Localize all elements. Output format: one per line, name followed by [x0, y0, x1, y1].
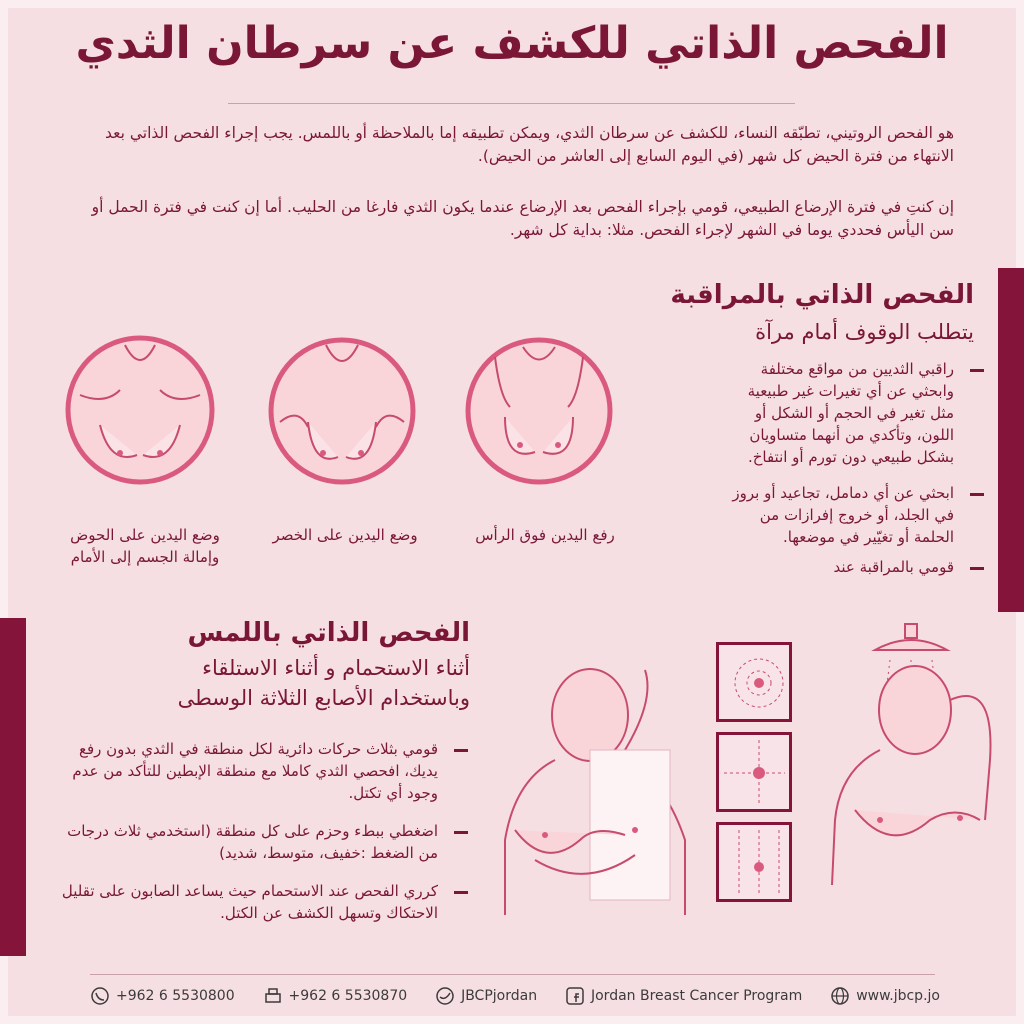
touch-bullet-3: كرري الفحص عند الاستحمام حيث يساعد الصابون على تقليل الاحتكاك وتسهل الكشف عن الكتل. — [61, 882, 438, 922]
facebook-icon — [565, 986, 585, 1006]
twitter-icon — [435, 986, 455, 1006]
footer-phone[interactable] — [90, 986, 235, 1006]
caption-hands-above-head: رفع اليدين فوق الرأس — [475, 526, 615, 544]
observation-subheading: يتطلب الوقوف أمام مرآة — [755, 320, 974, 344]
circular-pattern-diagram — [716, 642, 792, 722]
touch-subheading-2: وباستخدام الأصابع الثلاثة الوسطى — [177, 686, 470, 710]
lying-exam-illustration — [495, 660, 700, 930]
footer-website-text: www.jbcp.jo — [856, 988, 940, 1004]
footer-facebook[interactable] — [565, 986, 802, 1006]
footer-website[interactable] — [830, 986, 940, 1006]
footer-fax[interactable] — [263, 986, 408, 1006]
accent-bar-right — [998, 268, 1024, 612]
caption-hands-on-hips-lean: وضع اليدين على الحوض وإمالة الجسم إلى الأمام — [70, 526, 220, 566]
intro-paragraph-2: إن كنتِ في فترة الإرضاع الطبيعي، قومي بإجراء الفحص بعد الإرضاع عندما يكون الثدي فارغا من الحليب. أما إن كنت في فترة الحمل أو سن اليأس فحددي يوما في الشهر لإجراء الفحص. مثلا: بداية كل شهر. — [91, 198, 954, 239]
observation-bullet-2: ابحثي عن أي دمامل، تجاعيد أو بروز في الجلد، أو خروج إفرازات من الحلمة أو تغيّير في موضعها. — [724, 482, 954, 548]
footer-twitter-text: JBCPjordan — [461, 988, 538, 1004]
globe-icon — [830, 986, 850, 1006]
vertical-strip-pattern-diagram — [716, 822, 792, 902]
pose-illustration-hands-on-waist — [268, 337, 416, 485]
fax-icon — [263, 986, 283, 1006]
observation-bullet-1: راقبي الثديين من مواقع مختلفة وابحثي عن أي تغيرات غير طبيعية مثل تغير في الحجم أو الشكل أو اللون، وتأكدي من أنهما متساويان بشكل طبيعي دون تورم أو انتفاخ. — [724, 358, 954, 468]
caption-hands-on-waist: وضع اليدين على الخصر — [272, 526, 418, 544]
footer-fax-text: +962 6 5530870 — [288, 988, 408, 1004]
touch-bullet-2: اضغطي ببطء وحزم على كل منطقة (استخدمي ثلاث درجات من الضغط :خفيف، متوسط، شديد) — [60, 820, 438, 864]
footer-facebook-text: Jordan Breast Cancer Program — [590, 988, 803, 1004]
title-divider — [228, 103, 795, 104]
touch-bullet-1: قومي بثلاث حركات دائرية لكل منطقة في الثدي بدون رفع يديك، افحصي الثدي كاملا مع منطقة الإبطين للتأكد من عدم وجود أي تكتل. — [60, 738, 438, 804]
observation-bullet-3: قومي بالمراقبة عند — [724, 556, 954, 578]
accent-bar-left — [0, 618, 26, 956]
pose-illustration-hands-above-head — [465, 337, 613, 485]
touch-subheading-1: أثناء الاستحمام و أثناء الاستلقاء — [202, 656, 470, 680]
observation-heading: الفحص الذاتي بالمراقبة — [670, 280, 974, 310]
shower-exam-illustration — [820, 620, 1010, 890]
page-title: الفحص الذاتي للكشف عن سرطان الثدي — [75, 18, 949, 69]
footer — [90, 980, 940, 1012]
phone-icon — [90, 986, 110, 1006]
pose-illustration-hands-on-hips-lean — [65, 335, 215, 485]
touch-heading: الفحص الذاتي باللمس — [187, 618, 470, 648]
footer-phone-text: +962 6 5530800 — [116, 988, 235, 1004]
intro-paragraph-1: هو الفحص الروتيني، تطبّقه النساء، للكشف عن سرطان الثدي، ويمكن تطبيقه إما بالملاحظة أو باللمس. يجب إجراء الفحص الذاتي بعد الانتهاء من فترة الحيض كل شهر (في اليوم السابع إلى العاشر من الحيض). — [105, 124, 954, 165]
wedge-pattern-diagram — [716, 732, 792, 812]
footer-divider — [90, 974, 935, 975]
footer-twitter[interactable] — [435, 986, 537, 1006]
